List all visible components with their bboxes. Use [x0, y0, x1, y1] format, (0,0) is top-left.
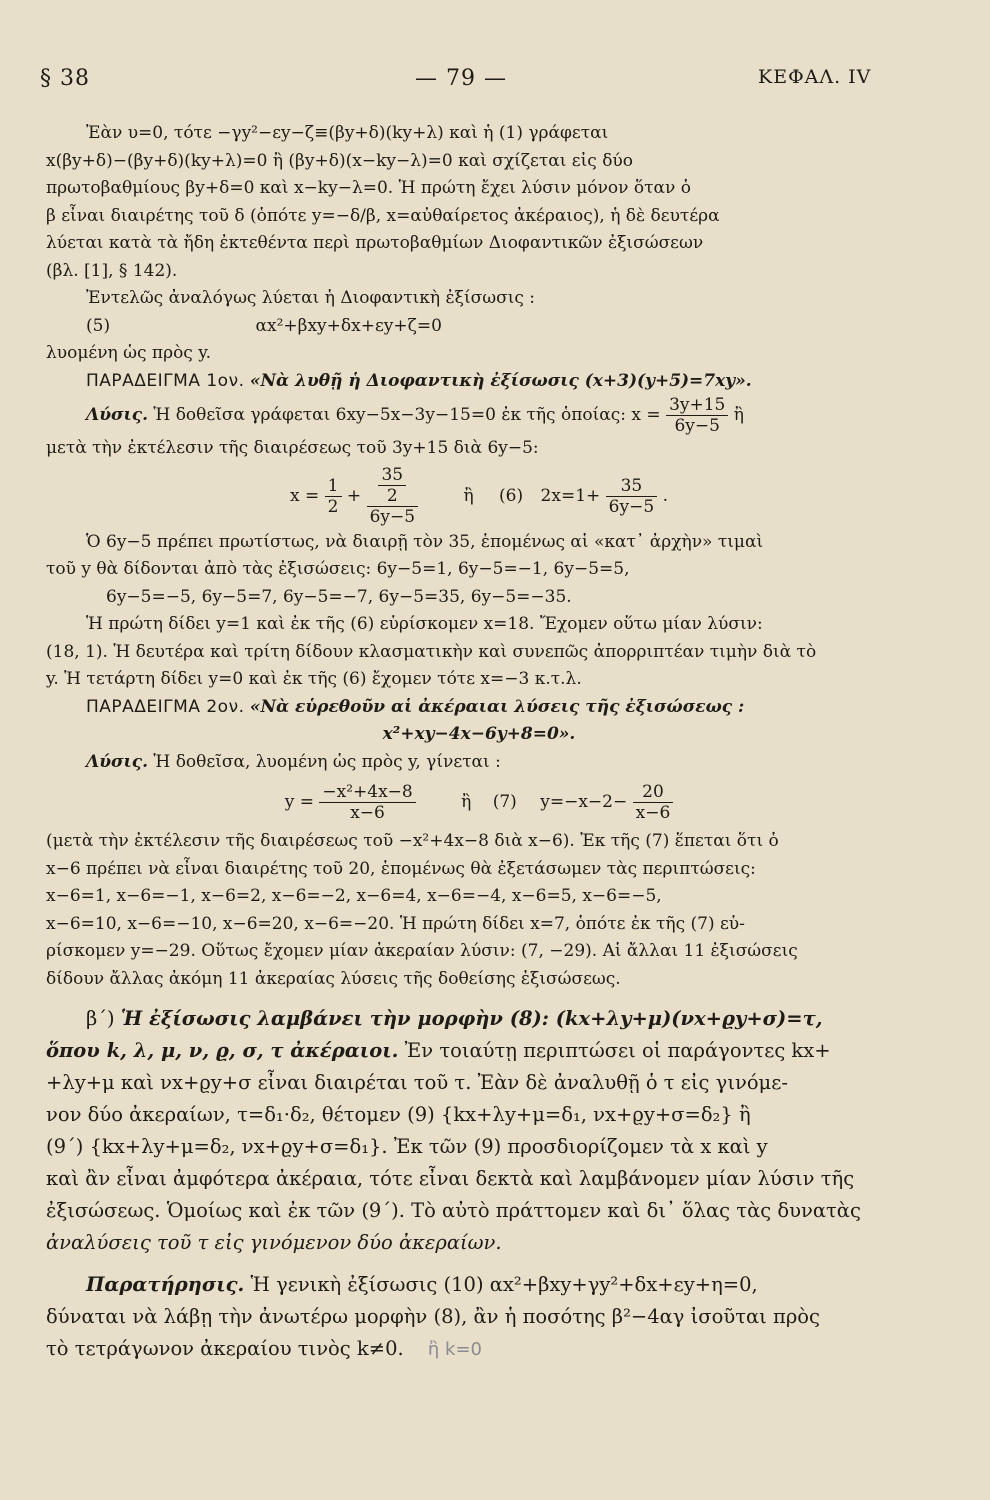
text-line: Ἡ πρώτη δίδει y=1 καὶ ἐκ τῆς (6) εὑρίσκομεν x=18. Ἔχομεν οὕτω μίαν λύσιν:	[86, 614, 763, 634]
example-label: ΠΑΡΑΔΕΙΓΜΑ 1ον.	[86, 370, 245, 391]
equation-5	[46, 313, 912, 341]
remark-label: Παρατήρησις.	[86, 1273, 245, 1296]
solution-line	[46, 749, 912, 777]
fraction	[319, 782, 415, 823]
denominator: 6y−5	[674, 416, 720, 435]
period: .	[662, 485, 668, 506]
solution-label: Λύσις.	[86, 405, 149, 425]
remark-line	[46, 1269, 912, 1301]
text-line: λυομένη ὡς πρὸς y.	[46, 343, 211, 363]
numerator: −x²+4x−8	[319, 782, 415, 803]
compound-fraction	[367, 465, 418, 527]
solution-text: Ἡ δοθεῖσα, λυομένη ὡς πρὸς y, γίνεται :	[153, 751, 501, 772]
text-fragment: Ἡ γενικὴ ἐξίσωσις (10) αx²+βxy+γy²+δx+εy+η=0,	[244, 1273, 758, 1296]
page-number: — 79 —	[415, 66, 507, 91]
text-line: Ὁ 6y−5 πρέπει πρωτίστως, νὰ διαιρῇ τὸν 35, ἑπομένως αἱ «κατ᾿ ἀρχὴν» τιμαὶ	[86, 531, 764, 552]
numerator: 35	[378, 465, 406, 486]
text-fragment: ἢ	[463, 485, 474, 506]
text-line: ἀναλύσεις τοῦ τ εἰς γινόμενον δύο ἀκεραίων.	[46, 1231, 502, 1254]
text-line: ἐξισώσεως. Ὁμοίως καὶ ἐκ τῶν (9´). Τὸ αὐτὸ πράττομεν καὶ δι᾿ ὅλας τὰς δυνατὰς	[46, 1199, 861, 1222]
equation-number: (5)	[86, 315, 111, 336]
text-line: y. Ἡ τετάρτη δίδει y=0 καὶ ἐκ τῆς (6) ἔχομεν τότε x=−3 κ.τ.λ.	[46, 669, 582, 689]
equation: αx²+βxy+δx+εy+ζ=0	[255, 315, 442, 336]
chapter-label: ΚΕΦΑΛ. IV	[758, 66, 872, 88]
numerator: 1	[325, 476, 342, 497]
fraction	[325, 476, 342, 517]
denominator: x−6	[635, 803, 671, 823]
text-line: ρίσκομεν y=−29. Οὕτως ἔχομεν μίαν ἀκεραίαν λύσιν: (7, −29). Αἱ ἄλλαι 11 ἐξισώσεις	[46, 941, 798, 961]
text-fragment: ἢ	[733, 405, 744, 425]
text-line: (βλ. [1], § 142).	[46, 260, 178, 281]
text-line: x−6=1, x−6=−1, x−6=2, x−6=−2, x−6=4, x−6=−4, x−6=5, x−6=−5,	[46, 886, 662, 906]
example-equation: x²+xy−4x−6y+8=0».	[382, 724, 576, 744]
case-title-cont: ὅπου k, λ, μ, ν, ϱ, σ, τ ἀκέραιοι.	[46, 1039, 399, 1062]
example-1-heading	[46, 368, 912, 396]
example-2-heading	[46, 694, 912, 722]
numerator: 35	[606, 476, 657, 497]
text-fragment: Ἐν τοιαύτῃ περιπτώσει οἱ παράγοντες kx+	[398, 1039, 831, 1062]
text-line: πρωτοβαθμίους βy+δ=0 καὶ x−ky−λ=0. Ἡ πρώτη ἔχει λύσιν μόνον ὅταν ὁ	[46, 178, 691, 198]
text-line: νον δύο ἀκεραίων, τ=δ₁·δ₂, θέτομεν (9) {kx+λy+μ=δ₁, νx+ϱy+σ=δ₂} ἢ	[46, 1103, 751, 1126]
numerator-fraction	[367, 465, 418, 507]
fraction	[606, 476, 657, 517]
text-line: +λy+μ καὶ νx+ϱy+σ εἶναι διαιρέται τοῦ τ. Ἐὰν δὲ ἀναλυθῇ ὁ τ εἰς γινόμε-	[46, 1071, 788, 1094]
text-line: λύεται κατὰ τὰ ἤδη ἐκτεθέντα περὶ πρωτοβαθμίων Διοφαντικῶν ἐξισώσεων	[46, 233, 704, 253]
text-line: (9´) {kx+λy+μ=δ₂, νx+ϱy+σ=δ₁}. Ἐκ τῶν (9) προσδιορίζομεν τὰ x καὶ y	[46, 1135, 768, 1158]
handwritten-note: ἢ k=0	[427, 1339, 482, 1360]
text-line	[46, 1035, 912, 1067]
page-body	[46, 120, 912, 1365]
text-line: τοῦ y θὰ δίδονται ἀπὸ τὰς ἐξισώσεις: 6y−5=1, 6y−5=−1, 6y−5=5,	[46, 559, 630, 579]
example-title: «Νὰ λυθῇ ἡ Διοφαντικὴ ἐξίσωσις (x+3)(y+5)=7xy».	[249, 370, 752, 391]
numerator: 3y+15	[666, 395, 728, 416]
text-line: (18, 1). Ἡ δευτέρα καὶ τρίτη δίδουν κλασματικὴν καὶ συνεπῶς ἀπορριπτέαν τιμὴν διὰ τὸ	[46, 641, 817, 662]
case-label: β´)	[86, 1007, 121, 1030]
formula-rhs: y=−x−2−	[540, 792, 628, 812]
inner-fraction	[378, 465, 406, 506]
text-line: x−6 πρέπει νὰ εἶναι διαιρέτης τοῦ 20, ἑπομένως θὰ ἐξετάσωμεν τὰς περιπτώσεις:	[46, 858, 756, 879]
text-line: μετὰ τὴν ἐκτέλεσιν τῆς διαιρέσεως τοῦ 3y+15 διὰ 6y−5:	[46, 438, 539, 458]
section-number: § 38	[40, 66, 90, 91]
formula-6	[46, 463, 912, 529]
denominator: 6y−5	[369, 507, 416, 527]
formula-lhs: x =	[290, 485, 320, 506]
text-line: Ἐὰν υ=0, τότε −γy²−εy−ζ≡(βy+δ)(ky+λ) καὶ ἡ (1) γράφεται	[86, 123, 609, 143]
example-label: ΠΑΡΑΔΕΙΓΜΑ 2ον.	[86, 696, 245, 717]
case-beta-heading	[46, 1003, 912, 1035]
text-fragment: ἢ	[461, 792, 472, 812]
text-line: x−6=10, x−6=−10, x−6=20, x−6=−20. Ἡ πρώτη δίδει x=7, ὁπότε ἐκ τῆς (7) εὑ-	[46, 913, 745, 934]
denominator: x−6	[350, 803, 385, 823]
equation-number: (7)	[492, 792, 517, 812]
text-line: καὶ ἂν εἶναι ἀμφότερα ἀκέραια, τότε εἶναι δεκτὰ καὶ λαμβάνομεν μίαν λύσιν τῆς	[46, 1167, 855, 1190]
case-title: Ἡ ἐξίσωσις λαμβάνει τὴν μορφὴν (8): (kx+λy+μ)(νx+ϱy+σ)=τ,	[120, 1007, 823, 1030]
formula-lhs: y =	[284, 792, 314, 812]
denominator: 2	[386, 486, 398, 506]
text-line: δύναται νὰ λάβῃ τὴν ἀνωτέρω μορφὴν (8), ἂν ἡ ποσότης β²−4αγ ἰσοῦται πρὸς	[46, 1305, 820, 1328]
formula-7	[46, 776, 912, 828]
text-line	[46, 1333, 912, 1365]
text-line: (μετὰ τὴν ἐκτέλεσιν τῆς διαιρέσεως τοῦ −x²+4x−8 διὰ x−6). Ἐκ τῆς (7) ἕπεται ὅτι ὁ	[46, 831, 779, 851]
numerator: 20	[633, 782, 674, 803]
fraction	[666, 395, 728, 435]
equation-number: (6)	[499, 485, 524, 506]
text-line: β εἶναι διαιρέτης τοῦ δ (ὁπότε y=−δ/β, x=αὐθαίρετος ἀκέραιος), ἡ δὲ δευτέρα	[46, 205, 720, 226]
fraction	[633, 782, 674, 823]
denominator: 6y−5	[608, 496, 655, 517]
text-line: 6y−5=−5, 6y−5=7, 6y−5=−7, 6y−5=35, 6y−5=−35.	[106, 586, 572, 607]
formula-rhs: 2x=1+	[540, 485, 601, 506]
text-line: δίδουν ἄλλας ἀκόμη 11 ἀκεραίας λύσεις τῆς δοθείσης ἐξισώσεως.	[46, 968, 621, 989]
solution-label: Λύσις.	[86, 751, 149, 772]
example-title: «Νὰ εὑρεθοῦν αἱ ἀκέραιαι λύσεις τῆς ἐξισώσεως :	[249, 696, 745, 717]
plus-sign: +	[346, 485, 362, 506]
solution-line	[46, 395, 912, 435]
denominator: 2	[327, 496, 339, 517]
solution-text: Ἡ δοθεῖσα γράφεται 6xy−5x−3y−15=0 ἐκ τῆς ὁποίας: x =	[153, 405, 661, 425]
text-line: Ἐντελῶς ἀναλόγως λύεται ἡ Διοφαντικὴ ἐξίσωσις :	[86, 288, 536, 308]
text-fragment: τὸ τετράγωνον ἀκεραίου τινὸς k≠0.	[46, 1337, 404, 1360]
text-line: x(βy+δ)−(βy+δ)(ky+λ)=0 ἢ (βy+δ)(x−ky−λ)=0 καὶ σχίζεται εἰς δύο	[46, 150, 634, 171]
